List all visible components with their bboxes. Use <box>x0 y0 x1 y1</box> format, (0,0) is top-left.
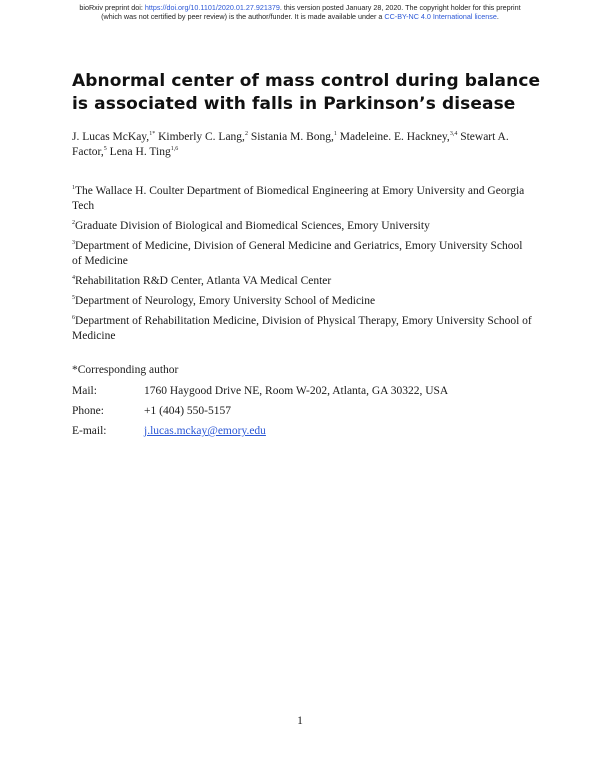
author-name: Stewart A. Factor, <box>72 131 509 158</box>
author-affiliation-marker: 5 <box>103 146 107 153</box>
author-name: Lena H. Ting <box>109 146 171 158</box>
author-affiliation-marker: 1,6 <box>170 146 179 153</box>
author-name: J. Lucas McKay, <box>72 131 150 143</box>
page-number: 1 <box>297 715 303 727</box>
license-link[interactable]: CC-BY-NC 4.0 International license <box>384 12 497 21</box>
author-name: Madeleine. E. Hackney, <box>339 131 450 143</box>
affiliation-text: Graduate Division of Biological and Biomedical Sciences, Emory University <box>75 220 430 232</box>
affiliation-item <box>72 314 534 344</box>
banner-line2-suffix: . <box>496 12 499 21</box>
banner-line-2 <box>0 12 600 21</box>
affiliation-item <box>72 294 534 309</box>
affiliation-text: The Wallace H. Coulter Department of Biomedical Engineering at Emory University and Georgia Tech <box>72 185 525 212</box>
doi-link[interactable]: https://doi.org/10.1101/2020.01.27.921379 <box>144 3 280 12</box>
affiliation-item <box>72 184 534 214</box>
affiliation-text: Department of Neurology, Emory University School of Medicine <box>75 295 376 307</box>
author-list <box>72 130 532 160</box>
affiliation-marker: 5 <box>72 295 75 302</box>
affiliation-marker: 4 <box>72 275 75 282</box>
author-name: Kimberly C. Lang, <box>158 131 245 143</box>
author-affiliation-marker: 1 <box>333 131 337 138</box>
author-affiliation-marker: 1* <box>149 131 156 138</box>
author-affiliation-marker: 3,4 <box>449 131 458 138</box>
affiliation-item <box>72 219 534 234</box>
paper-title: Abnormal center of mass control during balance is associated with falls in Parkinson’s disease <box>72 71 541 114</box>
affiliation-list <box>72 184 534 349</box>
author-affiliation-marker: 2 <box>244 131 248 138</box>
mail-value: 1760 Haygood Drive NE, Room W-202, Atlanta, GA 30322, USA <box>144 385 449 397</box>
affiliation-text: Department of Medicine, Division of General Medicine and Geriatrics, Emory University School of Medicine <box>72 240 523 267</box>
affiliation-item <box>72 239 534 269</box>
affiliation-marker: 2 <box>72 220 75 227</box>
banner-line2-prefix: (which was not certified by peer review) is the author/funder. It is made available under a <box>101 12 385 21</box>
banner-line1-suffix: . this version posted January 28, 2020. The copyright holder for this preprint <box>279 3 521 12</box>
author-name: Sistania M. Bong, <box>250 131 334 143</box>
corresponding-author-note: *Corresponding author <box>72 364 179 376</box>
affiliation-text: Department of Rehabilitation Medicine, Division of Physical Therapy, Emory University School of Medicine <box>72 315 532 342</box>
phone-label: Phone: <box>72 405 104 417</box>
contact-phone-row <box>72 404 532 424</box>
banner-line-1 <box>0 3 600 12</box>
contact-block <box>72 384 532 444</box>
email-label: E-mail: <box>72 425 107 437</box>
affiliation-marker: 3 <box>72 240 75 247</box>
affiliation-item <box>72 274 534 289</box>
email-link[interactable]: j.lucas.mckay@emory.edu <box>144 425 266 437</box>
affiliation-marker: 1 <box>72 185 75 192</box>
contact-email-row <box>72 424 532 444</box>
mail-label: Mail: <box>72 385 97 397</box>
preprint-banner <box>0 3 600 21</box>
contact-mail-row <box>72 384 532 404</box>
banner-doi-prefix: bioRxiv preprint doi: <box>79 3 145 12</box>
affiliation-text: Rehabilitation R&D Center, Atlanta VA Medical Center <box>75 275 332 287</box>
affiliation-marker: 6 <box>72 315 75 322</box>
phone-value: +1 (404) 550-5157 <box>144 405 231 417</box>
